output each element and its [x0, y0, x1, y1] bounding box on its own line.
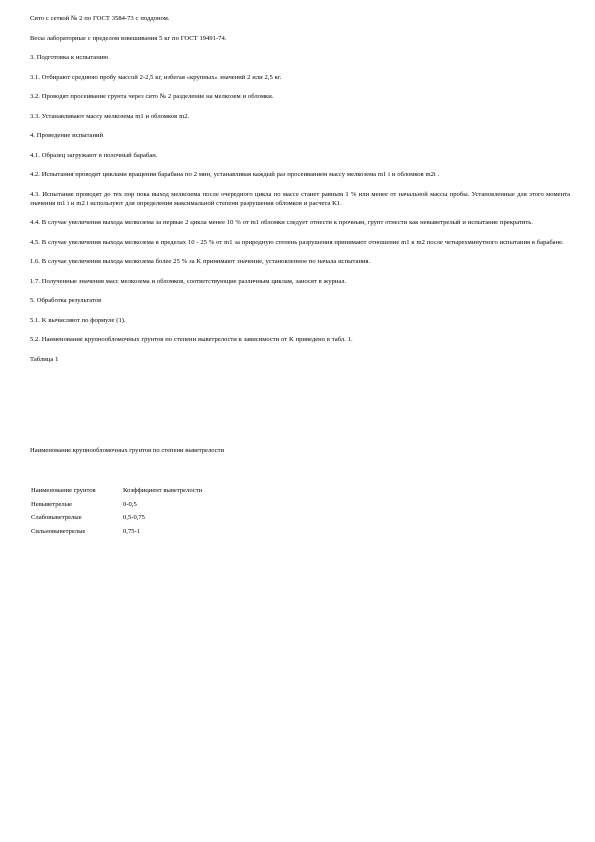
- weathering-table: [31, 486, 202, 540]
- table-caption: Наименование крупнообломочных грунтов по степени выветрелости: [30, 447, 225, 454]
- paragraph-5-1: 5.1. K вычисляют по формуле (1).: [30, 316, 126, 324]
- table-row: [31, 513, 202, 527]
- paragraph-sieve: Сито с сеткой № 2 по ГОСТ 3584-73 с поддоном.: [30, 15, 170, 22]
- table-row: [31, 500, 202, 514]
- paragraph-3-2: 3.2. Проводят просеивание грунта через сито № 2 разделение на мелкозем и обломки.: [30, 93, 274, 100]
- paragraph-4-5: 4.5. В случае увеличения выхода мелкозема в пределах 10 - 25 % от m1 за природную степень разрушения принимают отношение m1 к m2 после четырехминутного испытания в барабане.: [30, 238, 564, 246]
- paragraph-1-7: 1.7. Полученные значения масс мелкозема и обломков, соответствующие различным циклам, заносят в журнал.: [30, 277, 347, 285]
- paragraph-3-1: 3.1. Отбирают среднюю пробу массой 2-2,5 кг, избегая «крупных» значений 2 или 2,5 кг.: [30, 73, 282, 81]
- table-cell-soil: Сильновыветрелые: [31, 527, 86, 535]
- document-body: [30, 14, 570, 374]
- paragraph-1-6: 1.6. В случае увеличения выхода мелкозема более 25 % за K принимают значение, установленное по начала испытания.: [30, 258, 371, 265]
- table-cell-coefficient: 0,5-0,75: [123, 514, 145, 521]
- paragraph-3-3: 3.3. Устанавливают массу мелкозема m1 и обломков m2.: [30, 112, 190, 120]
- section-heading-testing: 4. Проведение испытаний: [30, 132, 104, 139]
- table-label: Таблица 1: [30, 355, 59, 363]
- table-header-coefficient: Коэффициент выветрелости: [123, 487, 203, 494]
- paragraph-4-3: 4.3. Испытание проводят до тех пор пока выход мелкозема после очередного цикла по массе станет равным 1 % или менее от начальной массы пробы. Установленные для этого момента значения m1 i и m2 i используют для определения максимальной степени разрушения обломков и расчета K1.: [30, 190, 570, 207]
- table-cell-soil: Невыветрелые: [31, 500, 73, 508]
- paragraph-4-2: 4.2. Испытания проводят циклами вращения барабана по 2 мин, устанавливая каждый раз просеиванием массу мелкозема m1 i и обломков m2i .: [30, 171, 440, 178]
- table-cell-coefficient: 0-0,5: [123, 500, 137, 508]
- table-cell-coefficient: 0,75-1: [123, 527, 141, 535]
- section-heading-processing: 5. Обработка результатов: [30, 297, 102, 304]
- table-header-soil: Наименование грунтов: [31, 487, 96, 494]
- table-header-row: [31, 486, 202, 500]
- paragraph-5-2: 5.2. Наименование крупнообломочных грунтов по степени выветрелости в зависимости от K приведено в табл. 1.: [30, 336, 353, 343]
- section-heading-preparation: 3. Подготовка к испытанию: [30, 54, 109, 61]
- table-row: [31, 527, 202, 541]
- paragraph-4-1: 4.1. Образец загружают в полочный барабан.: [30, 151, 158, 159]
- paragraph-4-4: 4.4. В случае увеличения выхода мелкозема за первые 2 цикла менее 10 % от m1 обломки следует отнести к прочным, грунт отнести как невыветрелый и испытание прекратить.: [30, 219, 533, 226]
- paragraph-scales: Весы лабораторные с пределом взвешивания 5 кг по ГОСТ 19491-74.: [30, 34, 227, 42]
- table-cell-soil: Слабовыветрелые: [31, 514, 82, 521]
